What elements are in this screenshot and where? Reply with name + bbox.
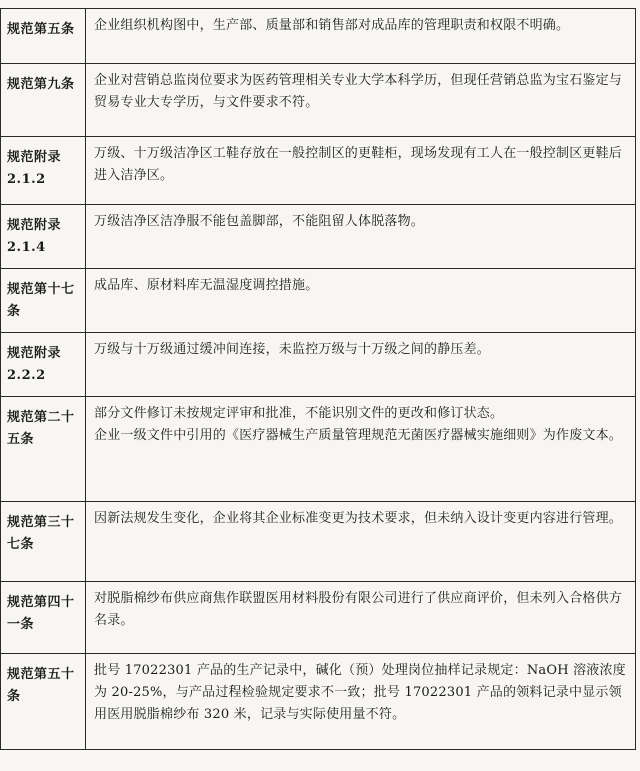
clause-cell: 规范附录2.2.2 xyxy=(1,333,86,397)
finding-cell: 万级洁净区洁净服不能包盖脚部，不能阻留人体脱落物。 xyxy=(86,205,636,269)
table-row xyxy=(1,269,636,333)
finding-cell: 因新法规发生变化，企业将其企业标准变更为技术要求，但未纳入设计变更内容进行管理。 xyxy=(86,502,636,582)
finding-cell: 批号 17022301 产品的生产记录中，碱化（预）处理岗位抽样记录规定：NaOH 溶液浓度为 20-25%，与产品过程检验规定要求不一致；批号 17022301 产品的领料记录中显示领用医用脱脂棉纱布 320 米，记录与实际使用量不符。 xyxy=(86,654,636,750)
finding-cell: 企业组织机构图中，生产部、质量部和销售部对成品库的管理职责和权限不明确。 xyxy=(86,9,636,64)
finding-cell: 成品库、原材料库无温湿度调控措施。 xyxy=(86,269,636,333)
clause-cell: 规范第五条 xyxy=(1,9,86,64)
clause-cell: 规范第四十一条 xyxy=(1,582,86,654)
table-row xyxy=(1,205,636,269)
finding-line: 企业一级文件中引用的《医疗器械生产质量管理规范无菌医疗器械实施细则》为作废文本。 xyxy=(94,428,623,443)
table-row xyxy=(1,64,636,137)
table-row xyxy=(1,137,636,205)
table-row xyxy=(1,582,636,654)
clause-cell: 规范第十七条 xyxy=(1,269,86,333)
finding-cell: 万级、十万级洁净区工鞋存放在一般控制区的更鞋柜，现场发现有工人在一般控制区更鞋后进入洁净区。 xyxy=(86,137,636,205)
clause-cell: 规范第二十五条 xyxy=(1,397,86,502)
clause-cell: 规范第五十条 xyxy=(1,654,86,750)
findings-table xyxy=(0,8,636,750)
finding-line: 部分文件修订未按规定评审和批准，不能识别文件的更改和修订状态。 xyxy=(94,406,504,421)
finding-cell: 万级与十万级通过缓冲间连接，未监控万级与十万级之间的静压差。 xyxy=(86,333,636,397)
clause-cell: 规范附录2.1.2 xyxy=(1,137,86,205)
table-row xyxy=(1,333,636,397)
finding-cell: 对脱脂棉纱布供应商焦作联盟医用材料股份有限公司进行了供应商评价，但未列入合格供方名录。 xyxy=(86,582,636,654)
table-row xyxy=(1,654,636,750)
clause-cell: 规范附录2.1.4 xyxy=(1,205,86,269)
finding-cell: 企业对营销总监岗位要求为医药管理相关专业大学本科学历，但现任营销总监为宝石鉴定与贸易专业大专学历，与文件要求不符。 xyxy=(86,64,636,137)
table-row xyxy=(1,9,636,64)
clause-cell: 规范第九条 xyxy=(1,64,86,137)
table-row xyxy=(1,502,636,582)
finding-cell xyxy=(86,397,636,502)
clause-cell: 规范第三十七条 xyxy=(1,502,86,582)
table-row xyxy=(1,397,636,502)
